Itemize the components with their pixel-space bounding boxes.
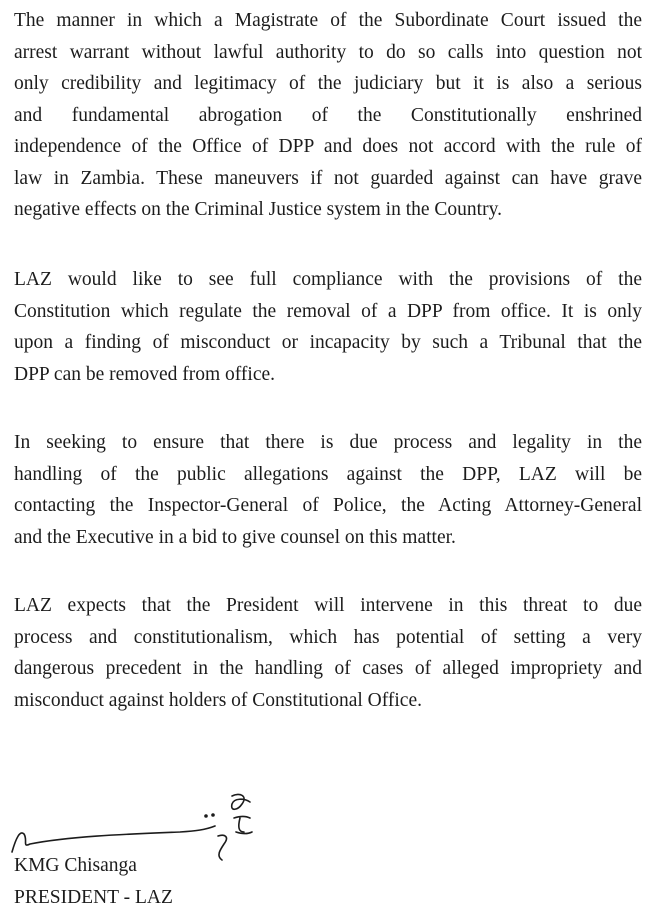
text-line: and the Executive in a bid to give counsel on this matter. — [14, 526, 456, 548]
text-line: process and constitutionalism, which has potential of setting a very — [14, 626, 642, 648]
signer-name: KMG Chisanga — [14, 855, 137, 876]
text-line: LAZ expects that the President will intervene in this threat to due — [14, 595, 642, 616]
text-line: Constitution which regulate the removal of a DPP from office. It is only — [14, 300, 642, 322]
text-line: arrest warrant without lawful authority to do so calls into question not — [14, 41, 642, 63]
text-line: handling of the public allegations against the DPP, LAZ will be — [14, 463, 642, 485]
text-line: LAZ would like to see full compliance with the provisions of the — [14, 269, 642, 290]
paragraph-arrest-warrant — [14, 5, 642, 226]
text-line: only credibility and legitimacy of the judiciary but it is also a serious — [14, 73, 642, 94]
paragraph-due-process — [14, 427, 642, 553]
signer-title: PRESIDENT - LAZ — [14, 887, 173, 908]
paragraph-compliance — [14, 264, 642, 390]
text-line: contacting the Inspector-General of Police, the Acting Attorney-General — [14, 495, 642, 516]
paragraph-president-intervene — [14, 590, 642, 716]
text-line: The manner in which a Magistrate of the Subordinate Court issued the — [14, 10, 642, 31]
text-line: misconduct against holders of Constitutional Office. — [14, 689, 422, 711]
text-line: In seeking to ensure that there is due process and legality in the — [14, 432, 642, 453]
text-line: and fundamental abrogation of the Constitutionally enshrined — [14, 104, 642, 126]
text-line: DPP can be removed from office. — [14, 363, 276, 385]
text-line: independence of the Office of DPP and does not accord with the rule of — [14, 136, 642, 157]
text-line: dangerous precedent in the handling of cases of alleged impropriety and — [14, 658, 642, 679]
text-line: law in Zambia. These maneuvers if not guarded against can have grave — [14, 167, 642, 189]
text-line: negative effects on the Criminal Justice system in the Country. — [14, 199, 502, 220]
text-line: upon a finding of misconduct or incapacity by such a Tribunal that the — [14, 332, 642, 353]
